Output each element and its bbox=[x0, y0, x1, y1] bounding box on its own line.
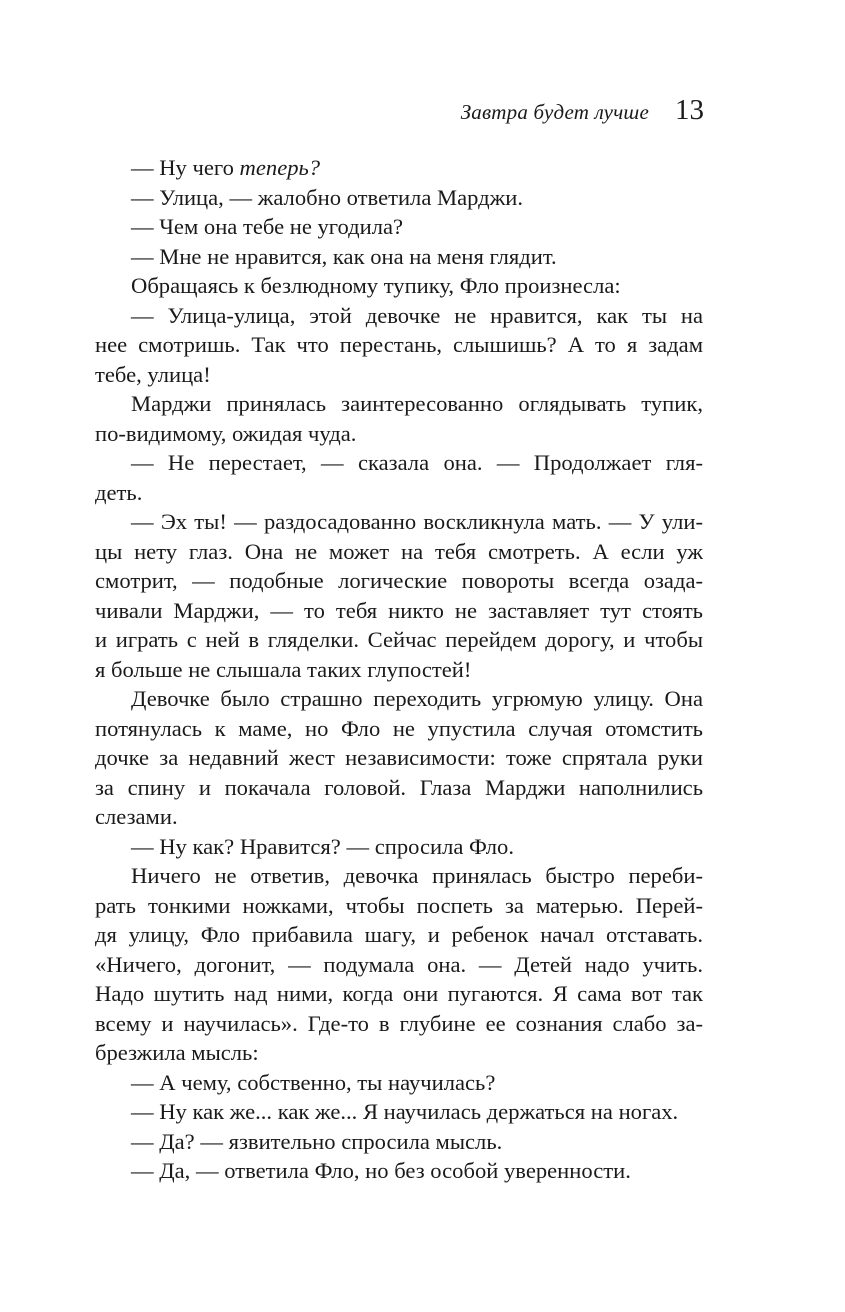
text-line: — Мне не нравится, как она на меня глядит. bbox=[131, 243, 557, 269]
text-line: — Не перестает, — сказала она. — Продолжает гля- bbox=[131, 450, 703, 475]
text-line: тебе, улица! bbox=[95, 361, 211, 387]
text-line: Девочке было страшно переходить угрюмую улицу. Она bbox=[131, 686, 703, 711]
text-line: слезами. bbox=[95, 804, 178, 829]
text-line: и играть с ней в гляделки. Сейчас перейдем дорогу, и чтобы bbox=[95, 627, 703, 652]
text-line: всему и научилась». Где-то в глубине ее сознания слабо за- bbox=[95, 1010, 703, 1036]
text-line: Надо шутить над ними, когда они пугаются. Я сама вот так bbox=[95, 981, 703, 1006]
text-line: «Ничего, догонит, — подумала она. — Детей надо учить. bbox=[95, 951, 703, 977]
text-line: — А чему, собственно, ты научилась? bbox=[131, 1069, 496, 1095]
text-line: смотрит, — подобные логические повороты всегда озада- bbox=[95, 568, 703, 593]
emphasis: теперь? bbox=[239, 155, 321, 180]
text-line: — Да, — ответила Фло, но без особой уверенности. bbox=[131, 1158, 631, 1183]
text-line: — Эх ты! — раздосадованно воскликнула мать. — У ули- bbox=[131, 509, 703, 534]
text-line: дочке за недавний жест независимости: тоже спрятала руки bbox=[95, 745, 703, 770]
page-header bbox=[461, 94, 704, 134]
running-title: Завтра будет лучше bbox=[460, 100, 649, 124]
text-line: Обращаясь к безлюдному тупику, Фло произнесла: bbox=[131, 273, 621, 298]
text-line: я больше не слышала таких глупостей! bbox=[95, 656, 472, 682]
text-line: потянулась к маме, но Фло не упустила случая отомстить bbox=[95, 715, 703, 741]
text-line: Марджи принялась заинтересованно оглядывать тупик, bbox=[131, 391, 703, 416]
text-line: по-видимому, ожидая чуда. bbox=[95, 420, 357, 446]
text-line: — Улица, — жалобно ответила Марджи. bbox=[131, 184, 523, 210]
text-line: — Чем она тебе не угодила? bbox=[131, 214, 404, 239]
text-line: деть. bbox=[95, 479, 143, 505]
page-number: 13 bbox=[675, 94, 704, 126]
text-line: — Ну как? Нравится? — спросила Фло. bbox=[131, 833, 515, 859]
text-line: брезжила мысль: bbox=[95, 1040, 259, 1065]
text-line: нее смотришь. Так что перестань, слышишь? А то я задам bbox=[95, 332, 703, 357]
text-line: — Ну как же... как же... Я научилась держаться на ногах. bbox=[131, 1099, 679, 1124]
text-line: Ничего не ответив, девочка принялась быстро переби- bbox=[131, 863, 703, 888]
text-line: — Ну чего теперь? bbox=[131, 155, 321, 180]
text-line: рать тонкими ножками, чтобы поспеть за матерью. Перей- bbox=[95, 892, 703, 918]
text-line: дя улицу, Фло прибавила шагу, и ребенок начал отставать. bbox=[95, 922, 703, 947]
text-line: цы нету глаз. Она не может на тебя смотреть. А если уж bbox=[95, 538, 703, 564]
text-line: — Да? — язвительно спросила мысль. bbox=[131, 1128, 503, 1154]
text-line: — Улица-улица, этой девочке не нравится, как ты на bbox=[131, 302, 703, 328]
body-text bbox=[95, 153, 703, 1186]
text-line: за спину и покачала головой. Глаза Марджи наполнились bbox=[95, 774, 703, 800]
text-line: чивали Марджи, — то тебя никто не заставляет тут стоять bbox=[95, 597, 703, 623]
